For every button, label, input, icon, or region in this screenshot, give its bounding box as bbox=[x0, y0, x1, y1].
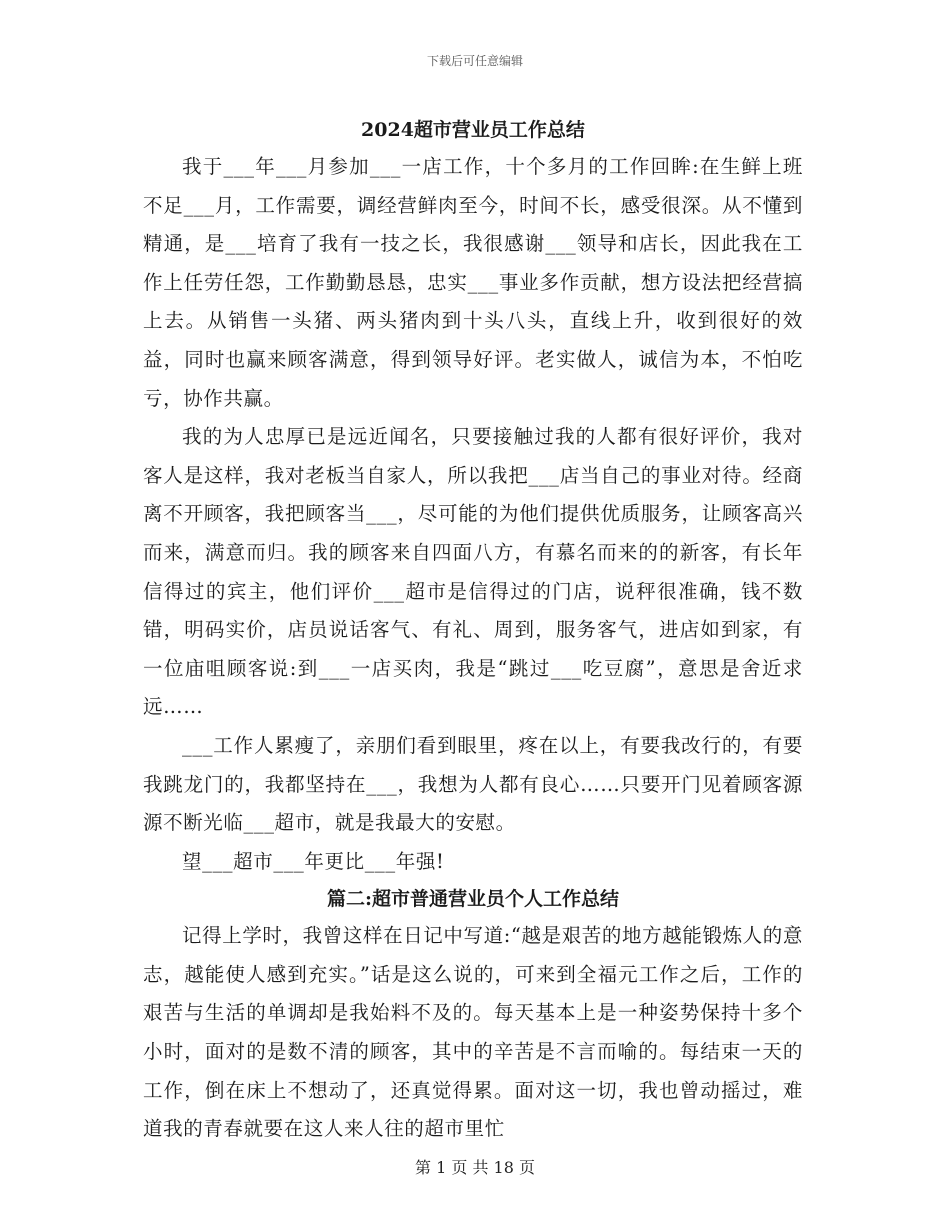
paragraph: 望___超市___年更比___年强! bbox=[182, 849, 445, 873]
paragraph: 记得上学时，我曾这样在日记中写道:“越是艰苦的地方越能锻炼人的意志，越能使人感到充实。”话是这么说的，可来到全福元工作之后，工作的艰苦与生活的单调却是我始料不及的。每天基本上是一种姿势保持十多个小时，面对的是数不清的顾客，其中的辛苦是不言而喻的。每结束一天的工作，倒在床上不想动了，还真觉得累。面对这一切，我也曾动摇过，难道我的青春就要在这人来人往的超市里忙 bbox=[143, 924, 803, 1141]
document-body bbox=[143, 112, 803, 1149]
section-title: 篇二:超市普通营业员个人工作总结 bbox=[326, 888, 619, 911]
header-note: 下载后可任意编辑 bbox=[426, 54, 523, 68]
paragraph: ___工作人累瘦了，亲朋们看到眼里，疼在以上，有要我改行的，有要我跳龙门的，我都坚持在___，我想为人都有良心……只要开门见着顾客源源不断光临___超市，就是我最大的安慰。 bbox=[143, 733, 803, 835]
paragraph: 我的为人忠厚已是远近闻名，只要接触过我的人都有很好评价，我对客人是这样，我对老板当自家人，所以我把___店当自己的事业对待。经商离不开顾客，我把顾客当___，尽可能的为他们提供优质服务，让顾客高兴而来，满意而归。我的顾客来自四面八方，有慕名而来的的新客，有长年信得过的宾主，他们评价___超市是信得过的门店，说秤很准确，钱不数错，明码实价，店员说话客气、有礼、周到，服务客气，进店如到家，有一位庙咀顾客说:到___一店买肉，我是“跳过___吃豆腐”，意思是舍近求远…… bbox=[143, 425, 803, 719]
document-title: 2024超市营业员工作总结 bbox=[361, 119, 585, 141]
paragraph: 我于___年___月参加___一店工作，十个多月的工作回眸:在生鲜上班不足___月，工作需要，调经营鲜肉至今，时间不长，感受很深。从不懂到精通，是___培育了我有一技之长，我很感谢___领导和店长，因此我在工作上任劳任怨，工作勤勤恳恳，忠实___事业多作贡献，想方设法把经营搞上去。从销售一头猪、两头猪肉到十头八头，直线上升，收到很好的效益，同时也赢来顾客满意，得到领导好评。老实做人，诚信为本，不怕吃亏，协作共赢。 bbox=[143, 155, 803, 410]
page-indicator: 第 1 页 共 18 页 bbox=[415, 1158, 535, 1177]
